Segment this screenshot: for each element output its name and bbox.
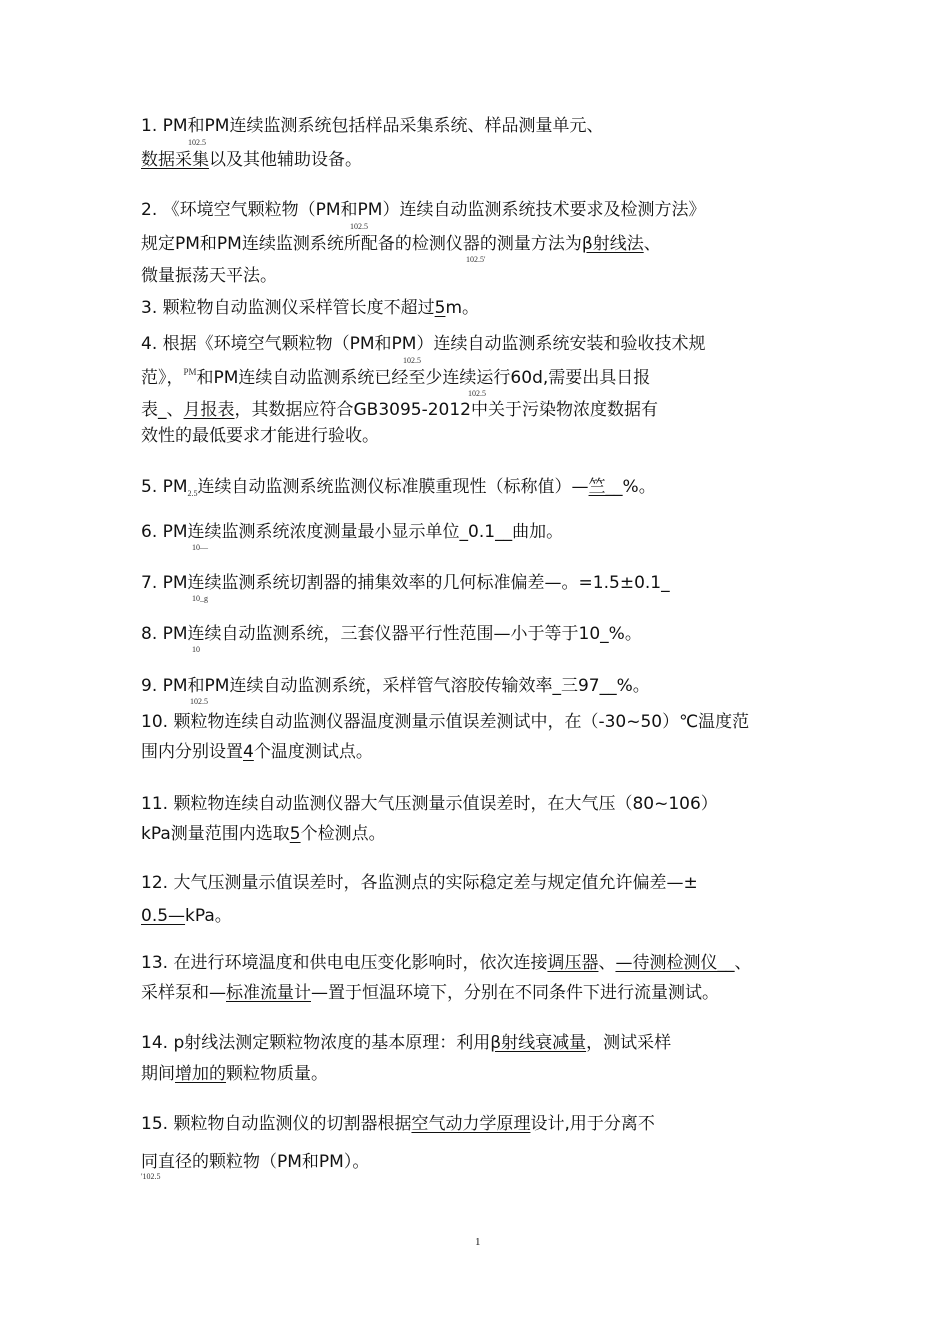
question-12-line-2: 0.5—kPa。 [141,906,232,926]
subscript-label: 10_g [192,594,208,603]
page-number: 1 [475,1236,481,1248]
question-8: 8. PM连续自动监测系统，三套仪器平行性范围—小于等于10_%。 [141,624,642,644]
question-4-line-3: 表_、月报表，其数据应符合GB3095-2012中关于污染物浓度数据有 [141,400,658,420]
question-13: 13. 在进行环境温度和供电电压变化影响时，依次连接调压器、—待测检测仪__、 [141,953,752,973]
answer: 5 [289,824,301,844]
answer: β射线法 [581,234,644,254]
subscript-label: '102.5 [141,1172,161,1181]
question-2-line-3: 微量振荡天平法。 [141,266,277,286]
subscript-label: 102.5 [190,697,208,706]
question-15: 15. 颗粒物自动监测仪的切割器根据空气动力学原理设计,用于分离不 [141,1114,655,1134]
answer: 调压器 [547,953,599,973]
subscript-label: 102.5 [403,356,421,365]
question-14: 14. p射线法测定颗粒物浓度的基本原理：利用β射线衰减量，测试采样 [141,1033,672,1053]
subscript-label: 10 [192,645,200,654]
subscript-label: 102.5 [468,389,486,398]
answer: 增加的 [175,1064,226,1084]
answer: 5 [434,298,446,318]
answer: 月报表 [183,400,235,420]
question-5: 5. $PM_{2.5}$连续自动监测系统监测仪标准膜重现性（标称值）—竺__%。 [141,477,656,498]
question-1: 1. PM和PM连续监测系统包括样品采集系统、样品测量单元、 [141,116,604,136]
subscript-label: 102.5 [188,138,206,147]
question-14-line-2: 期间增加的颗粒物质量。 [141,1064,328,1084]
question-12: 12. 大气压测量示值误差时，各监测点的实际稳定差与规定值允许偏差—± [141,873,698,893]
question-2: 2. 《环境空气颗粒物（PM和PM）连续自动监测系统技术要求及检测方法》 [141,200,706,220]
answer: 4 [243,742,254,762]
answer: 0.5— [141,906,186,926]
answer: 标准流量计 [226,983,311,1003]
question-1-line-2: 数据采集以及其他辅助设备。 [141,150,362,170]
question-15-line-2: 同直径的颗粒物（PM和PM）。 [141,1152,370,1172]
question-4-line-4: 效性的最低要求才能进行验收。 [141,426,379,446]
question-4: 4. 根据《环境空气颗粒物（PM和PM）连续自动监测系统安装和验收技术规 [141,334,706,354]
question-11-line-2: kPa测量范围内选取5个检测点。 [141,824,386,844]
answer: 数据采集 [141,150,209,170]
question-7: 7. PM连续监测系统切割器的捕集效率的几何标准偏差—。=1.5±0.1_ [141,573,670,593]
answer: —待测检测仪__ [615,953,735,973]
question-3: 3. 颗粒物自动监测仪采样管长度不超过5m。 [141,298,480,318]
subscript-label: 10— [192,543,208,552]
subscript-label: 102.5 [350,222,368,231]
answer: 空气动力学原理 [411,1114,531,1134]
question-2-line-2: 规定PM和PM连续监测系统所配备的检测仪器的测量方法为β射线法、 [141,234,661,254]
answer: β射线衰减量 [490,1033,587,1053]
question-6: 6. PM连续监测系统浓度测量最小显示单位_0.1__曲加。 [141,522,564,542]
question-10-line-2: 围内分别设置4个温度测试点。 [141,742,373,762]
question-4-line-2: 范》，$^{PM}$和PM连续自动监测系统已经至少连续运行60d,需要出具日报 [141,367,651,388]
question-13-line-2: 采样泵和—标准流量计—置于恒温环境下，分别在不同条件下进行流量测试。 [141,983,719,1003]
question-9: 9. PM和PM连续自动监测系统，采样管气溶胶传输效率_三97__%。 [141,676,650,696]
question-10: 10. 颗粒物连续自动监测仪器温度测量示值误差测试中，在（-30~50）℃温度范 [141,712,750,732]
subscript-label: 102.5' [466,255,486,264]
question-11: 11. 颗粒物连续自动监测仪器大气压测量示值误差时，在大气压（80~106） [141,794,718,814]
answer: 竺 [588,477,606,497]
